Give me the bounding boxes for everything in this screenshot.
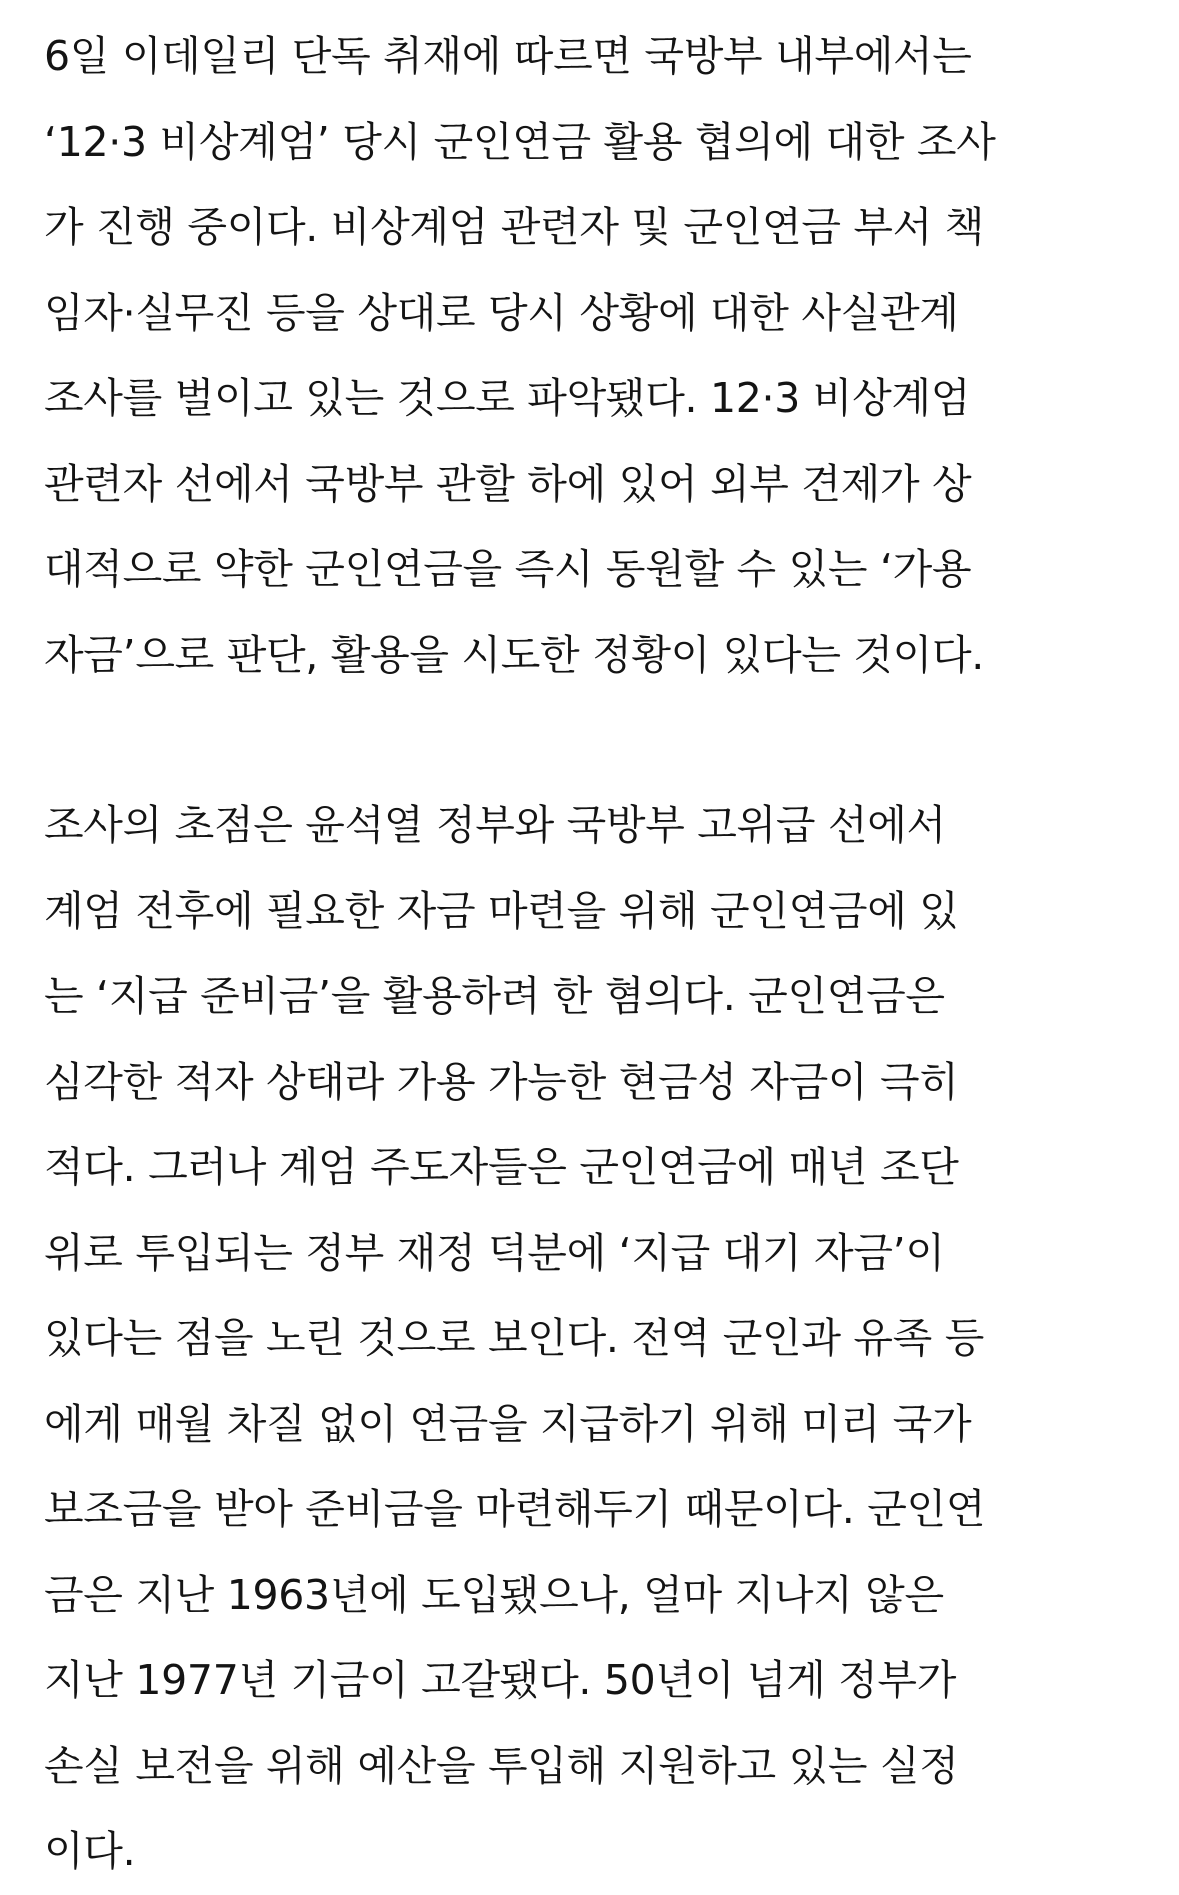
text-line: 조사의 초점은 윤석열 정부와 국방부 고위급 선에서: [44, 801, 946, 849]
text-line: 적다. 그러나 계엄 주도자들은 군인연금에 매년 조단: [44, 1143, 959, 1191]
text-line: 조사를 벌이고 있는 것으로 파악됐다. 12·3 비상계엄: [44, 374, 971, 422]
text-line: 금은 지난 1963년에 도입됐으나, 얼마 지나지 않은: [44, 1570, 944, 1619]
text-line: 지난 1977년 기금이 고갈됐다. 50년이 넘게 정부가: [44, 1656, 957, 1704]
text-line: 관련자 선에서 국방부 관할 하에 있어 외부 견제가 상: [44, 459, 972, 508]
paragraph-2: [44, 783, 1144, 1895]
text-line: 대적으로 약한 군인연금을 즉시 동원할 수 있는 ‘가용: [44, 545, 972, 593]
text-line: 있다는 점을 노린 것으로 보인다. 전역 군인과 유족 등: [44, 1314, 985, 1362]
text-line: 자금’으로 판단, 활용을 시도한 정황이 있다는 것이다.: [44, 630, 985, 679]
article-body: [44, 14, 1144, 1895]
text-line: 보조금을 받아 준비금을 마련해두기 때문이다. 군인연: [44, 1485, 986, 1533]
text-line: 는 ‘지급 준비금’을 활용하려 한 혐의다. 군인연금은: [44, 972, 945, 1020]
text-line: 가 진행 중이다. 비상계엄 관련자 및 군인연금 부서 책: [44, 203, 985, 251]
text-line: 위로 투입되는 정부 재정 덕분에 ‘지급 대기 자금’이: [44, 1228, 945, 1277]
text-line: 손실 보전을 위해 예산을 투입해 지원하고 있는 실정: [44, 1741, 959, 1790]
text-line: 6일 이데일리 단독 취재에 따르면 국방부 내부에서는: [44, 32, 972, 80]
text-line: 에게 매월 차질 없이 연금을 지급하기 위해 미리 국가: [44, 1399, 972, 1448]
text-line: 이다.: [44, 1827, 136, 1875]
text-line: 계엄 전후에 필요한 자금 마련을 위해 군인연금에 있: [44, 886, 959, 935]
text-line: 심각한 적자 상태라 가용 가능한 현금성 자금이 극히: [44, 1057, 959, 1106]
text-line: ‘12·3 비상계엄’ 당시 군인연금 활용 협의에 대한 조사: [44, 117, 996, 166]
paragraph-1: [44, 14, 1144, 698]
text-line: 임자·실무진 등을 상대로 당시 상황에 대한 사실관계: [44, 288, 959, 337]
